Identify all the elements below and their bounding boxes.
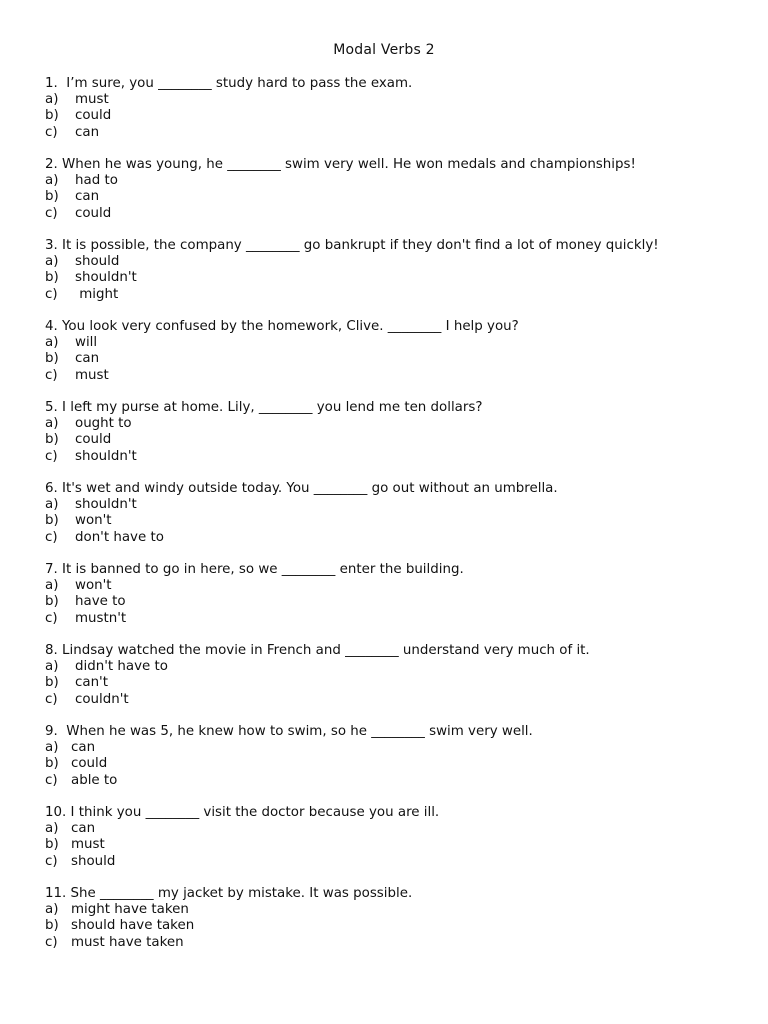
question-text: 10. I think you ________ visit the doctor because you are ill. [45,805,440,820]
option-b [45,837,745,853]
option-text: could [75,205,112,221]
question-2 [45,157,745,222]
option-letter: c) [45,367,58,383]
option-c [45,125,745,141]
option-letter: c) [45,934,58,950]
question-6 [45,481,745,546]
option-letter: a) [45,578,59,594]
option-text: can [75,124,100,140]
option-c [45,935,745,951]
option-c [45,449,745,465]
option-c [45,206,745,222]
question-text: 7. It is banned to go in here, so we ________ enter the building. [45,562,464,577]
option-text: should have taken [71,918,195,934]
option-text: able to [71,772,118,788]
option-text: didn't have to [75,659,168,675]
option-text: might [75,286,119,302]
option-c [45,287,745,303]
option-text: must [71,837,105,853]
option-b [45,270,745,286]
option-letter: c) [45,691,58,707]
option-text: ought to [75,416,132,432]
page-title: Modal Verbs 2 [333,42,435,58]
option-a [45,902,745,918]
option-text: have to [75,594,126,610]
option-text: shouldn't [75,448,137,464]
option-letter: b) [45,918,59,934]
option-text: can [71,821,96,837]
option-letter: b) [45,270,59,286]
option-letter: b) [45,675,59,691]
option-letter: a) [45,659,59,675]
question-text: 5. I left my purse at home. Lily, ________ you lend me ten dollars? [45,400,483,415]
option-text: shouldn't [75,270,137,286]
option-a [45,578,745,594]
option-letter: a) [45,497,59,513]
question-text: 11. She ________ my jacket by mistake. It was possible. [45,886,413,901]
option-letter: c) [45,205,58,221]
option-b [45,432,745,448]
option-letter: a) [45,254,59,270]
option-b [45,594,745,610]
option-letter: c) [45,124,58,140]
option-letter: b) [45,108,59,124]
option-a [45,254,745,270]
option-letter: c) [45,529,58,545]
option-c [45,692,745,708]
option-a [45,173,745,189]
option-letter: b) [45,513,59,529]
option-letter: c) [45,448,58,464]
option-c [45,611,745,627]
option-b [45,351,745,367]
option-b [45,756,745,772]
option-letter: b) [45,432,59,448]
option-text: had to [75,173,118,189]
option-b [45,108,745,124]
question-9 [45,724,745,789]
option-text: will [75,335,98,351]
option-c [45,773,745,789]
question-8 [45,643,745,708]
option-a [45,740,745,756]
option-text: must [75,92,109,108]
option-b [45,675,745,691]
option-letter: b) [45,351,59,367]
option-letter: b) [45,756,59,772]
question-11 [45,886,745,951]
option-text: won't [75,513,112,529]
option-c [45,854,745,870]
option-text: could [75,108,112,124]
question-5 [45,400,745,465]
question-text: 4. You look very confused by the homework, Clive. ________ I help you? [45,319,519,334]
option-letter: a) [45,416,59,432]
option-text: shouldn't [75,497,137,513]
option-letter: a) [45,821,59,837]
option-b [45,513,745,529]
option-letter: b) [45,189,59,205]
option-text: can't [75,675,108,691]
option-a [45,497,745,513]
question-text: 9. When he was 5, he knew how to swim, so he ________ swim very well. [45,724,533,739]
question-10 [45,805,745,870]
option-a [45,659,745,675]
option-letter: a) [45,92,59,108]
option-a [45,92,745,108]
question-7 [45,562,745,627]
option-text: might have taken [71,902,189,918]
option-text: should [71,853,116,869]
question-list [45,76,745,967]
question-text: 2. When he was young, he ________ swim very well. He won medals and championships! [45,157,636,172]
option-c [45,530,745,546]
option-letter: b) [45,594,59,610]
question-1 [45,76,745,141]
option-letter: b) [45,837,59,853]
option-text: can [75,351,100,367]
question-text: 6. It's wet and windy outside today. You ________ go out without an umbrella. [45,481,558,496]
option-letter: a) [45,335,59,351]
option-letter: a) [45,173,59,189]
question-text: 1. I’m sure, you ________ study hard to pass the exam. [45,76,413,91]
option-letter: c) [45,610,58,626]
option-letter: c) [45,853,58,869]
option-a [45,335,745,351]
option-letter: a) [45,902,59,918]
question-text: 8. Lindsay watched the movie in French and ________ understand very much of it. [45,643,590,658]
option-a [45,821,745,837]
option-text: can [75,189,100,205]
option-text: don't have to [75,529,164,545]
question-3 [45,238,745,303]
option-text: can [71,740,96,756]
option-text: couldn't [75,691,129,707]
question-text: 3. It is possible, the company ________ go bankrupt if they don't find a lot of money quickly! [45,238,659,253]
option-text: could [75,432,112,448]
option-letter: c) [45,286,58,302]
option-letter: a) [45,740,59,756]
option-a [45,416,745,432]
option-text: must have taken [71,934,184,950]
option-text: must [75,367,109,383]
option-text: won't [75,578,112,594]
option-b [45,189,745,205]
option-b [45,918,745,934]
option-letter: c) [45,772,58,788]
option-text: mustn't [75,610,127,626]
question-4 [45,319,745,384]
option-text: could [71,756,108,772]
option-text: should [75,254,120,270]
option-c [45,368,745,384]
